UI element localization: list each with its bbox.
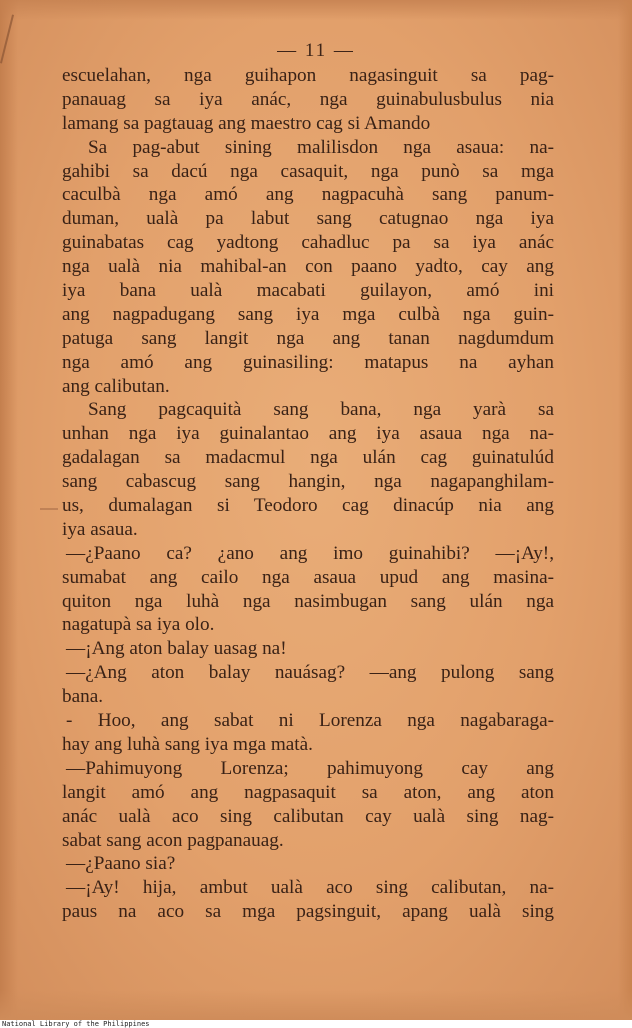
text-line: iya asaua. — [62, 518, 138, 540]
text-line: nga ualà nia mahibal-an con paano yadto, cay ang — [62, 256, 554, 278]
text-line: —¿Paano sia? — [66, 853, 176, 875]
text-line: sabat sang acon pagpanauag. — [62, 829, 284, 851]
text-line: sumabat ang cailo nga asaua upud ang masina- — [62, 566, 554, 588]
text-line: caculbà nga amó ang nagpacuhà sang panum- — [62, 184, 554, 206]
text-line: nagatupà sa iya olo. — [62, 614, 215, 636]
text-line: —Pahimuyong Lorenza; pahimuyong cay ang — [66, 757, 554, 779]
page-shadow-bottom — [0, 990, 632, 1020]
page-shadow-left — [0, 0, 18, 1020]
ink-smudge — [40, 508, 58, 510]
text-line: sang cabascug sang hangin, nga nagapanghilam- — [62, 471, 554, 493]
archive-credit: National Library of the Philippines — [2, 1020, 150, 1028]
text-line: hay ang luhà sang iya mga matà. — [62, 733, 313, 755]
text-line: Sang pagcaquità sang bana, nga yarà sa — [88, 399, 554, 421]
text-line: ang calibutan. — [62, 375, 170, 397]
text-line: iya bana ualà macabati guilayon, amó ini — [62, 280, 554, 302]
text-line: langit amó ang nagpasaquit sa aton, ang aton — [62, 781, 554, 803]
text-line: - Hoo, ang sabat ni Lorenza nga nagabaraga- — [66, 710, 554, 732]
text-line: anác ualà aco sing calibutan cay ualà sing nag- — [62, 805, 554, 827]
text-line: —¡Ay! hija, ambut ualà aco sing calibutan, na- — [66, 877, 554, 899]
text-line: —¡Ang aton balay uasag na! — [66, 638, 287, 660]
text-line: escuelahan, nga guihapon nagasinguit sa pag- — [62, 65, 554, 86]
text-line: —¿Paano ca? ¿ano ang imo guinahibi? —¡Ay!, — [66, 542, 554, 564]
text-line: panauag sa iya anác, nga guinabulusbulus nia — [62, 88, 554, 110]
text-line: bana. — [62, 686, 104, 708]
body-text — [62, 64, 554, 924]
text-line: —¿Ang aton balay nauásag? —ang pulong sang — [66, 662, 554, 684]
text-line: lamang sa pagtauag ang maestro cag si Amando — [62, 112, 431, 134]
page-number: — 11 — — [277, 40, 355, 61]
text-line: guinabatas cag yadtong cahadluc pa sa iya anác — [62, 232, 554, 254]
text-line: gadalagan sa madacmul nga ulán cag guinatulúd — [62, 447, 554, 469]
text-line: us, dumalagan si Teodoro cag dinacúp nia ang — [62, 495, 554, 517]
text-line: gahibi sa dacú nga casaquit, nga punò sa mga — [62, 160, 554, 182]
text-line: quiton nga luhà nga nasimbugan sang ulán nga — [62, 590, 554, 612]
page-shadow-right — [618, 0, 632, 1020]
text-line: patuga sang langit nga ang tanan nagdumdum — [62, 327, 554, 349]
text-line: paus na aco sa mga pagsinguit, apang ualà sing — [62, 901, 554, 923]
text-line: ang nagpadugang sang iya mga culbà nga guin- — [62, 303, 554, 325]
text-line: Sa pag-abut sining malilisdon nga asaua: na- — [88, 136, 554, 158]
text-line: nga amó ang guinasiling: matapus na ayhan — [62, 351, 554, 373]
page-shadow-top — [0, 0, 632, 20]
text-line: unhan nga iya guinalantao ang iya asaua nga na- — [62, 423, 554, 445]
text-line: duman, ualà pa labut sang catugnao nga iya — [62, 208, 554, 230]
